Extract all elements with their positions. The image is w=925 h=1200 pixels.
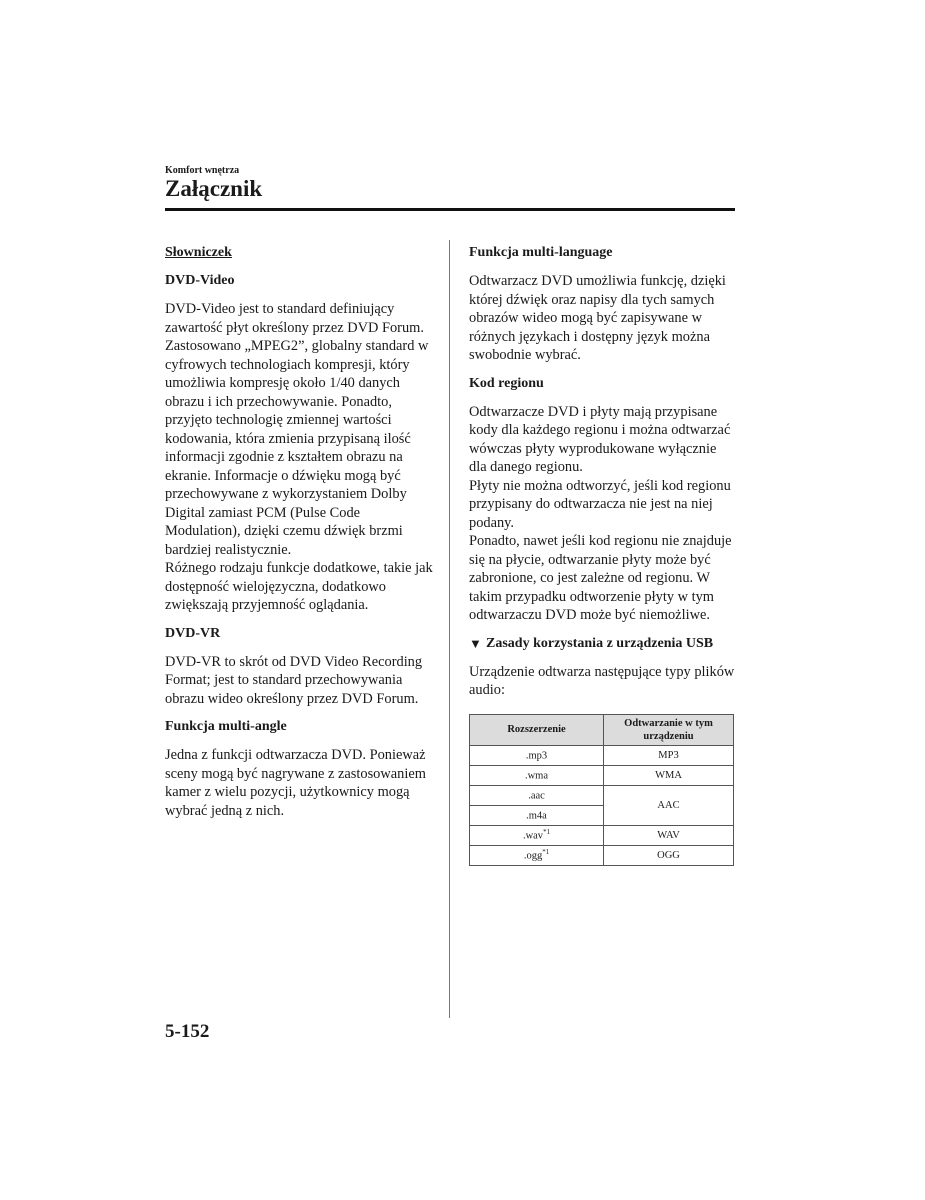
multi-language-text: Odtwarzacz DVD umożliwia funkcję, dzięki której dźwięk oraz napisy dla tych samych obrazów wideo mogą być zapisywane w różnych językach i dostępny język można swobodnie wybrać. xyxy=(469,273,726,363)
triangle-marker-icon: ▼ xyxy=(469,635,482,651)
usb-heading-text: Zasady korzystania z urządzenia USB xyxy=(486,635,714,651)
usb-heading xyxy=(469,635,735,653)
page-title: Załącznik xyxy=(165,176,263,201)
table-cell-playback: OGG xyxy=(604,845,734,865)
audio-format-table xyxy=(469,714,734,866)
region-code-heading: Kod regionu xyxy=(469,375,544,391)
table-header-playback: Odtwarzanie w tym urządzeniu xyxy=(604,714,734,745)
table-cell-extension: .m4a xyxy=(470,805,604,825)
table-row xyxy=(470,765,734,785)
glossary-title: Słowniczek xyxy=(165,245,232,260)
dvd-video-text: DVD-Video jest to standard definiujący zawartość płyt określony przez DVD Forum. Zastosowano „MPEG2”, globalny standard w cyfrowych technologiach kompresji, który umożliwia kompresję około 1/40 danych obrazu i ich przechowywanie. Ponadto, przyjęto technologię zmiennej wartości kodowania, która zmienia przypisaną ilość informacji zgodnie z kształtem obrazu na ekranie. Informacje o dźwięku mogą być przechowywane z wykorzystaniem Dolby Digital zamiast PCM (Pulse Code Modulation), dzięki czemu dźwięk brzmi bardziej realistycznie. Różnego rodzaju funkcje dodatkowe, takie jak dostępność wielojęzyczna, dodatkowo zwiększają przyjemność oglądania. xyxy=(165,301,433,613)
table-row xyxy=(470,745,734,765)
right-column xyxy=(469,244,735,866)
table-cell-extension: .mp3 xyxy=(470,745,604,765)
left-column xyxy=(165,244,433,830)
region-code-text: Odtwarzacze DVD i płyty mają przypisane kody dla każdego regionu i można odtwarzać wówczas płyty wyprodukowane wyłącznie dla danego regionu. Płyty nie można odtworzyć, jeśli kod regionu przypisany do odtwarzacza nie jest na niej podany. Ponadto, nawet jeśli kod regionu nie znajduje się na płycie, odtwarzanie płyty może być zabronione, co jest zależne od regionu. W takim przypadku odtworzenie płyty w tym odtwarzaczu DVD może być niemożliwe. xyxy=(469,403,732,623)
table-cell-extension: .ogg$^{*1}$ xyxy=(470,845,604,865)
table-cell-playback: MP3 xyxy=(604,745,734,765)
header-rule xyxy=(165,208,735,211)
table-cell-extension: .wav$^{*1}$ xyxy=(470,825,604,845)
table-cell-extension: .wma xyxy=(470,765,604,785)
dvd-vr-text: DVD-VR to skrót od DVD Video Recording Format; jest to standard przechowywania obrazu wideo określony przez DVD Forum. xyxy=(165,653,423,707)
table-row xyxy=(470,825,734,845)
section-label: Komfort wnętrza xyxy=(165,165,240,176)
table-row xyxy=(470,845,734,865)
table-header-row xyxy=(470,714,734,745)
page-number: 5-152 xyxy=(165,1021,210,1042)
dvd-vr-heading: DVD-VR xyxy=(165,625,221,641)
table-header-extension: Rozszerzenie xyxy=(470,714,604,745)
multi-angle-text: Jedna z funkcji odtwarzacza DVD. Ponieważ sceny mogą być nagrywane z zastosowaniem kamer z wielu pozycji, użytkownicy mogą wybrać jedną z nich. xyxy=(165,747,426,819)
column-divider xyxy=(449,240,450,1018)
table-cell-playback: WMA xyxy=(604,765,734,785)
usb-intro-text: Urządzenie odtwarza następujące typy plików audio: xyxy=(469,663,735,698)
multi-language-heading: Funkcja multi-language xyxy=(469,245,613,260)
table-cell-extension: .aac xyxy=(470,785,604,805)
table-row xyxy=(470,785,734,805)
table-cell-playback: WAV xyxy=(604,825,734,845)
dvd-video-heading: DVD-Video xyxy=(165,273,235,288)
multi-angle-heading: Funkcja multi-angle xyxy=(165,719,287,734)
table-cell-playback: AAC xyxy=(604,785,734,825)
